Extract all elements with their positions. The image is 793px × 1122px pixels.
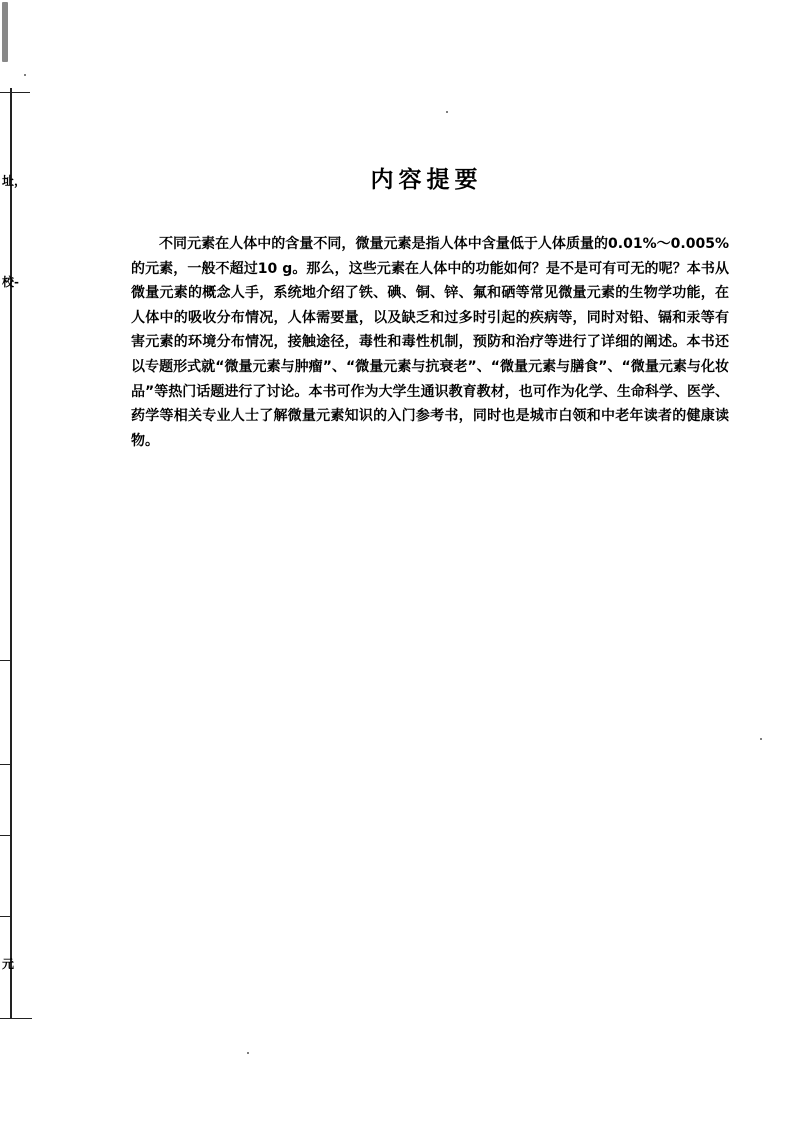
scan-speck	[446, 111, 448, 113]
edge-text-fragment: 址，	[2, 174, 27, 188]
summary-paragraph: 不同元素在人体中的含量不同，微量元素是指人体中含量低于人体质量的0.01%～0.005%的元素，一般不超过10 g。那么，这些元素在人体中的功能如何？是不是可有可无的呢？本书从微量元素的概念人手，系统地介绍了铁、碘、铜、锌、氟和硒等常见微量元素的生物学功能，在人体中的吸收分布情况，人体需要量，以及缺乏和过多时引起的疾病等，同时对铅、镉和汞等有害元素的环境分布情况，接触途径，毒性和毒性机制，预防和治疗等进行了详细的阐述。本书还以专题形式就“微量元素与肿瘤”、“微量元素与抗衰老”、“微量元素与膳食”、“微量元素与化妆品”等热门话题进行了讨论。本书可作为大学生通识教育教材，也可作为化学、生命科学、医学、药学等相关专业人士了解微量元素知识的入门参考书，同时也是城市白领和中老年读者的健康读物。	[131, 236, 729, 449]
edge-text-fragment: 校-	[2, 275, 19, 289]
left-edge-border	[10, 88, 12, 1018]
scan-speck	[247, 1052, 249, 1054]
edge-rule	[0, 1018, 32, 1019]
edge-rule	[0, 764, 10, 765]
edge-rule	[0, 660, 10, 661]
edge-text-fragment: 元	[2, 957, 15, 971]
scan-speck	[24, 74, 26, 76]
scan-speck	[760, 738, 762, 740]
edge-rule	[0, 92, 30, 93]
edge-rule	[0, 916, 10, 917]
edge-rule	[0, 835, 10, 836]
scan-speck	[2, 2, 8, 62]
page-title: 内容提要	[370, 167, 483, 193]
